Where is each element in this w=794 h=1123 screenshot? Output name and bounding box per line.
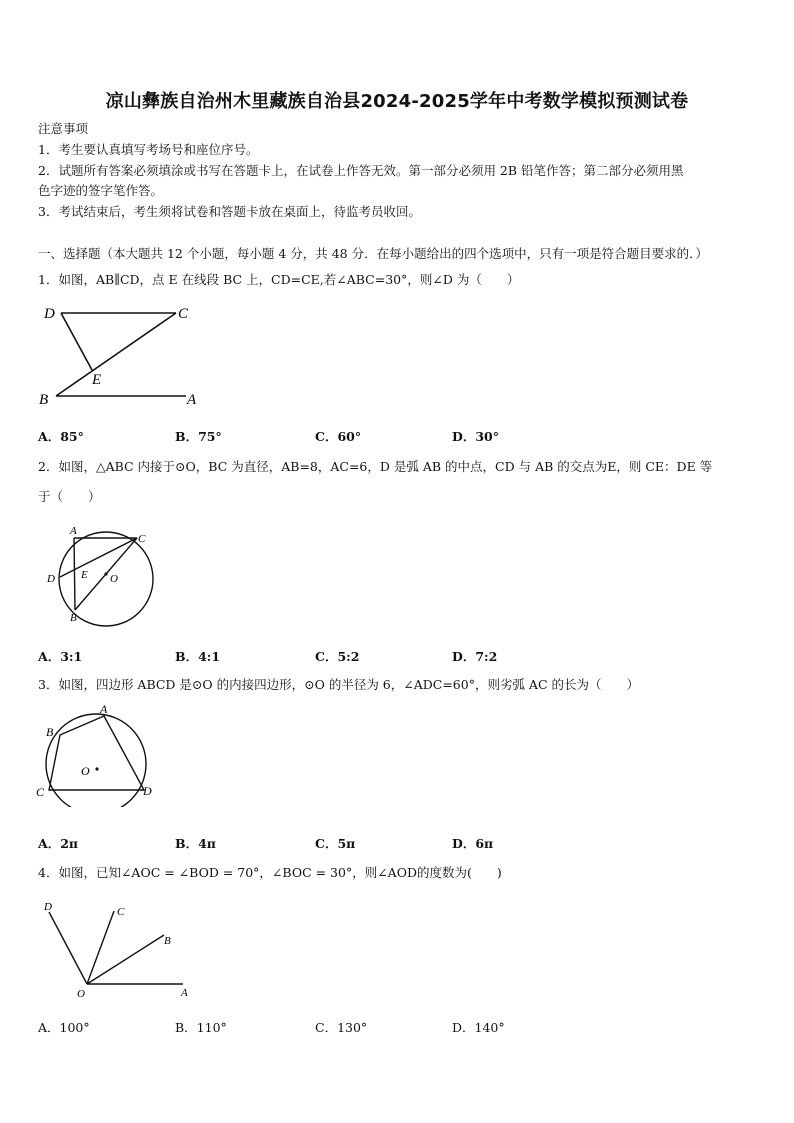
option-b[interactable]: B．75° bbox=[175, 429, 222, 444]
point-label-d: D bbox=[47, 573, 55, 585]
notice-item: 1．考生要认真填写考场号和座位序号。 bbox=[38, 142, 259, 157]
option-a[interactable]: A．2π bbox=[38, 836, 79, 851]
option-a[interactable]: A．100° bbox=[38, 1020, 90, 1035]
option-a[interactable]: A．3:1 bbox=[38, 649, 83, 664]
point-label-e: E bbox=[92, 372, 102, 388]
question-1-figure bbox=[36, 300, 206, 410]
question-2-stem-cont: 于（ ） bbox=[38, 489, 101, 504]
option-b[interactable]: B．110° bbox=[175, 1020, 227, 1035]
point-label-b: B bbox=[39, 392, 49, 408]
point-label-o: O bbox=[77, 988, 85, 1000]
notice-heading: 注意事项 bbox=[38, 121, 89, 136]
option-c[interactable]: C．130° bbox=[315, 1020, 368, 1035]
point-label-a: A bbox=[187, 392, 197, 408]
notice-item: 色字迹的签字笔作答。 bbox=[38, 183, 164, 198]
notice-item: 2．试题所有答案必须填涂或书写在答题卡上，在试卷上作答无效。第一部分必须用 2B 铅笔作答；第二部分必须用黑 bbox=[38, 163, 684, 178]
point-label-a: A bbox=[100, 702, 108, 716]
page-title: 凉山彝族自治州木里藏族自治县2024-2025学年中考数学模拟预测试卷 bbox=[105, 91, 689, 112]
question-2-figure bbox=[42, 522, 162, 627]
option-d[interactable]: D．6π bbox=[452, 836, 494, 851]
point-label-c: C bbox=[36, 785, 45, 799]
point-label-o: O bbox=[81, 764, 90, 778]
option-c[interactable]: C．5π bbox=[315, 836, 356, 851]
option-b[interactable]: B．4π bbox=[175, 836, 216, 851]
point-label-d: D bbox=[44, 901, 52, 913]
option-d[interactable]: D．30° bbox=[452, 429, 499, 444]
section-heading: 一、选择题（本大题共 12 个小题，每小题 4 分，共 48 分．在每小题给出的四个选项中，只有一项是符合题目要求的．） bbox=[38, 246, 708, 261]
question-2-stem: 2．如图，△ABC 内接于⊙O，BC 为直径，AB=8，AC=6，D 是弧 AB 的中点，CD 与 AB 的交点为E，则 CE：DE 等 bbox=[38, 459, 713, 474]
point-label-b: B bbox=[164, 935, 171, 947]
option-d[interactable]: D．7:2 bbox=[452, 649, 498, 664]
point-label-a: A bbox=[70, 525, 77, 537]
question-3-figure bbox=[34, 702, 159, 807]
option-c[interactable]: C．5:2 bbox=[315, 649, 360, 664]
question-3-stem: 3．如图，四边形 ABCD 是⊙O 的内接四边形，⊙O 的半径为 6，∠ADC=60°，则劣弧 AC 的长为（ ） bbox=[38, 677, 640, 692]
option-d[interactable]: D．140° bbox=[452, 1020, 505, 1035]
point-label-c: C bbox=[138, 533, 146, 545]
point-label-b: B bbox=[46, 725, 54, 739]
option-b[interactable]: B．4:1 bbox=[175, 649, 221, 664]
question-1-stem: 1．如图，AB∥CD，点 E 在线段 BC 上，CD=CE,若∠ABC=30°，则∠D 为（ ） bbox=[38, 272, 520, 287]
point-label-b: B bbox=[70, 612, 77, 624]
question-4-figure bbox=[40, 898, 200, 1003]
point-label-a: A bbox=[181, 987, 188, 999]
point-label-d: D bbox=[44, 306, 55, 322]
point-label-d: D bbox=[143, 784, 152, 798]
point-label-c: C bbox=[178, 306, 189, 322]
notice-item: 3．考试结束后，考生须将试卷和答题卡放在桌面上，待监考员收回。 bbox=[38, 204, 421, 219]
point-label-c: C bbox=[117, 906, 125, 918]
option-a[interactable]: A．85° bbox=[38, 429, 84, 444]
question-4-stem: 4．如图，已知∠AOC = ∠BOD = 70°，∠BOC = 30°，则∠AOD的度数为( ) bbox=[38, 865, 502, 880]
point-label-o: O bbox=[110, 573, 118, 585]
point-label-e: E bbox=[81, 569, 88, 581]
option-c[interactable]: C．60° bbox=[315, 429, 362, 444]
